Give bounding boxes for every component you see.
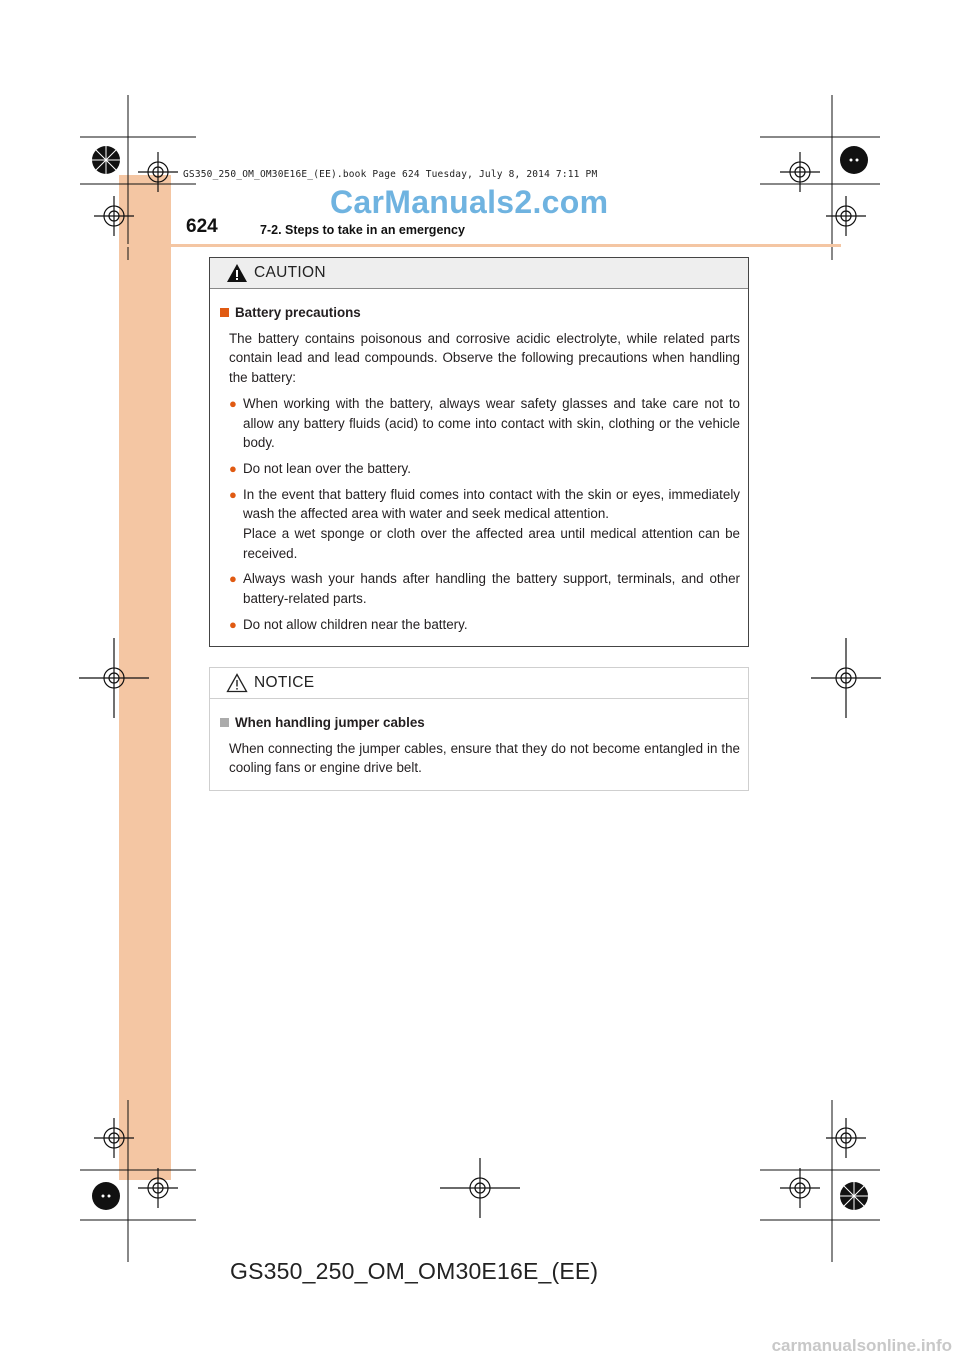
- caution-header: [210, 258, 748, 289]
- bullet-text: Do not allow children near the battery.: [243, 616, 468, 632]
- bullet-text: When working with the battery, always wear safety glasses and take care not to allow any battery fluids (acid) to come into contact with skin, clothing or the vehicle body.: [243, 395, 740, 451]
- section-title: 7-2. Steps to take in an emergency: [260, 223, 465, 237]
- footer-model-code: GS350_250_OM_OM30E16E_(EE): [230, 1258, 599, 1284]
- caution-title: CAUTION: [254, 264, 326, 281]
- side-tab: [119, 175, 171, 1180]
- bullet-extra-text: Place a wet sponge or cloth over the affected area until medical attention can be received.: [243, 526, 740, 561]
- notice-header: [210, 668, 748, 699]
- bullet-dot-icon: ●: [229, 486, 237, 502]
- caution-box: [209, 257, 749, 647]
- caution-subheading-row: [220, 303, 740, 323]
- watermark-bottom: carmanualsonline.info: [771, 1336, 952, 1355]
- list-item: [229, 459, 740, 479]
- bullet-dot-icon: ●: [229, 460, 237, 476]
- caution-subheading: Battery precautions: [235, 305, 361, 320]
- notice-box: [209, 667, 749, 791]
- header-rule: [119, 244, 841, 247]
- square-bullet-icon: [220, 308, 229, 317]
- list-item: [229, 569, 740, 608]
- page-number: 624: [186, 216, 218, 237]
- caution-intro: The battery contains poisonous and corrosive acidic electrolyte, while related parts contain lead and lead compounds. Observe the following precautions when handling the battery:: [229, 330, 740, 386]
- notice-text: When connecting the jumper cables, ensure that they do not become entangled in the cooling fans or engine drive belt.: [229, 740, 740, 776]
- bullet-text: In the event that battery fluid comes into contact with the skin or eyes, immediately wash the affected area with water and seek medical attention.: [243, 486, 740, 522]
- list-item: [229, 615, 740, 635]
- watermark-top: CarManuals2.com: [330, 184, 609, 220]
- notice-subheading: When handling jumper cables: [235, 715, 425, 730]
- bullet-text: Do not lean over the battery.: [243, 460, 411, 476]
- bullet-dot-icon: ●: [229, 571, 237, 587]
- bullet-dot-icon: ●: [229, 616, 237, 632]
- bullet-dot-icon: ●: [229, 395, 237, 411]
- list-item: [229, 394, 740, 453]
- notice-title: NOTICE: [254, 674, 315, 691]
- bullet-text: Always wash your hands after handling the battery support, terminals, and other battery-related parts.: [243, 571, 740, 607]
- warning-icon: [226, 263, 248, 283]
- notice-subheading-row: [220, 713, 740, 733]
- book-stamp: GS350_250_OM_OM30E16E_(EE).book Page 624 Tuesday, July 8, 2014 7:11 PM: [183, 169, 598, 180]
- list-item: [229, 485, 740, 564]
- warning-outline-icon: [226, 673, 248, 693]
- square-bullet-icon: [220, 718, 229, 727]
